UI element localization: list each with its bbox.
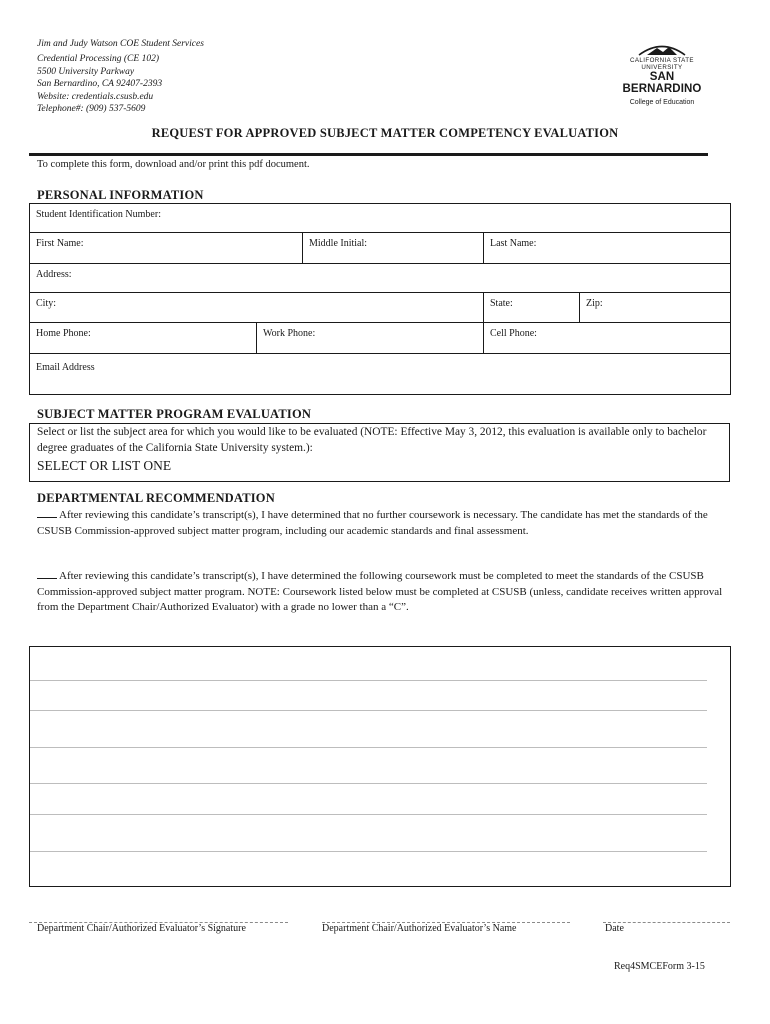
sme-instructions: Select or list the subject area for which you would like to be evaluated (NOTE: Effective May 3, 2012, this evaluation is available only to bachelor degree graduates of the California State University system.): xyxy=(37,426,707,454)
address-line: 5500 University Parkway xyxy=(37,66,135,77)
address-field[interactable] xyxy=(30,264,731,293)
coursework-box[interactable] xyxy=(29,646,731,887)
zip-field[interactable] xyxy=(580,293,731,323)
sme-heading: SUBJECT MATTER PROGRAM EVALUATION xyxy=(37,407,312,421)
date-label: Date xyxy=(605,923,624,934)
option-2-text: After reviewing this candidate’s transcript(s), I have determined the following coursework must be completed to meet the standards of the CSUSB Commission-approved subject matter program. NOTE: Coursework listed below must be completed at CSUSB (unless, candidate receives written approval from the Department Chair/Authorized Evaluator) with a grade no lower than a “C”. xyxy=(37,570,723,614)
home-phone-field[interactable] xyxy=(30,323,257,354)
personal-info-table xyxy=(29,203,731,395)
student-id-field[interactable] xyxy=(30,204,731,233)
title-rule xyxy=(29,153,708,156)
address-line: San Bernardino, CA 92407-2393 xyxy=(37,79,163,90)
city-label: City: xyxy=(36,298,57,309)
first-name-field[interactable] xyxy=(30,233,303,264)
zip-label: Zip: xyxy=(586,298,603,309)
office-name: Jim and Judy Watson COE Student Services xyxy=(37,39,204,49)
state-field[interactable] xyxy=(484,293,580,323)
coursework-line xyxy=(30,710,707,711)
logo-line-3: College of Education xyxy=(629,99,695,106)
coursework-line xyxy=(30,851,707,852)
website-line: Website: credentials.csusb.edu xyxy=(37,91,154,102)
option-1-text: After reviewing this candidate’s transcript(s), I have determined that no further coursework is necessary. The candidate has met the standards of the CSUSB Commission-approved subject matter program, including our academic standards and final assessment. xyxy=(37,509,708,537)
university-logo xyxy=(612,44,712,107)
middle-initial-field[interactable] xyxy=(303,233,484,264)
email-field[interactable] xyxy=(30,354,731,395)
mountain-arch-logo-icon xyxy=(637,44,687,56)
option-1-checkline[interactable] xyxy=(37,508,57,518)
personal-info-heading: PERSONAL INFORMATION xyxy=(37,188,204,202)
coursework-line xyxy=(30,783,707,784)
signature-label: Department Chair/Authorized Evaluator’s Signature xyxy=(37,923,246,934)
logo-line-2: SAN BERNARDINO xyxy=(622,71,702,95)
coursework-line xyxy=(30,747,707,748)
recommendation-option-1 xyxy=(37,508,731,539)
middle-initial-label: Middle Initial: xyxy=(309,238,368,249)
work-phone-field[interactable] xyxy=(257,323,484,354)
recommendation-option-2 xyxy=(37,569,731,616)
address-label: Address: xyxy=(36,269,72,280)
recommendation-heading: DEPARTMENTAL RECOMMENDATION xyxy=(37,491,275,505)
coursework-line xyxy=(30,814,707,815)
email-label: Email Address xyxy=(36,362,95,373)
form-title: REQUEST FOR APPROVED SUBJECT MATTER COMPETENCY EVALUATION xyxy=(151,126,619,140)
option-2-checkline[interactable] xyxy=(37,569,57,579)
last-name-field[interactable] xyxy=(484,233,731,264)
home-phone-label: Home Phone: xyxy=(36,328,91,339)
intro-text: To complete this form, download and/or print this pdf document. xyxy=(37,159,310,170)
subject-area-select[interactable]: SELECT OR LIST ONE xyxy=(37,458,172,473)
state-label: State: xyxy=(490,298,513,309)
cell-phone-field[interactable] xyxy=(484,323,731,354)
first-name-label: First Name: xyxy=(36,238,84,249)
office-address-block xyxy=(37,38,204,115)
form-code: Req4SMCEForm 3-15 xyxy=(614,961,705,972)
work-phone-label: Work Phone: xyxy=(263,328,316,339)
student-id-label: Student Identification Number: xyxy=(36,209,161,220)
coursework-line xyxy=(30,680,707,681)
logo-line-1: CALIFORNIA STATE UNIVERSITY xyxy=(630,57,694,71)
cell-phone-label: Cell Phone: xyxy=(490,328,537,339)
address-line: Credential Processing (CE 102) xyxy=(37,54,159,65)
telephone-line: Telephone#: (909) 537-5609 xyxy=(37,104,146,115)
city-field[interactable] xyxy=(30,293,484,323)
last-name-label: Last Name: xyxy=(490,238,537,249)
name-label: Department Chair/Authorized Evaluator’s Name xyxy=(322,923,517,934)
